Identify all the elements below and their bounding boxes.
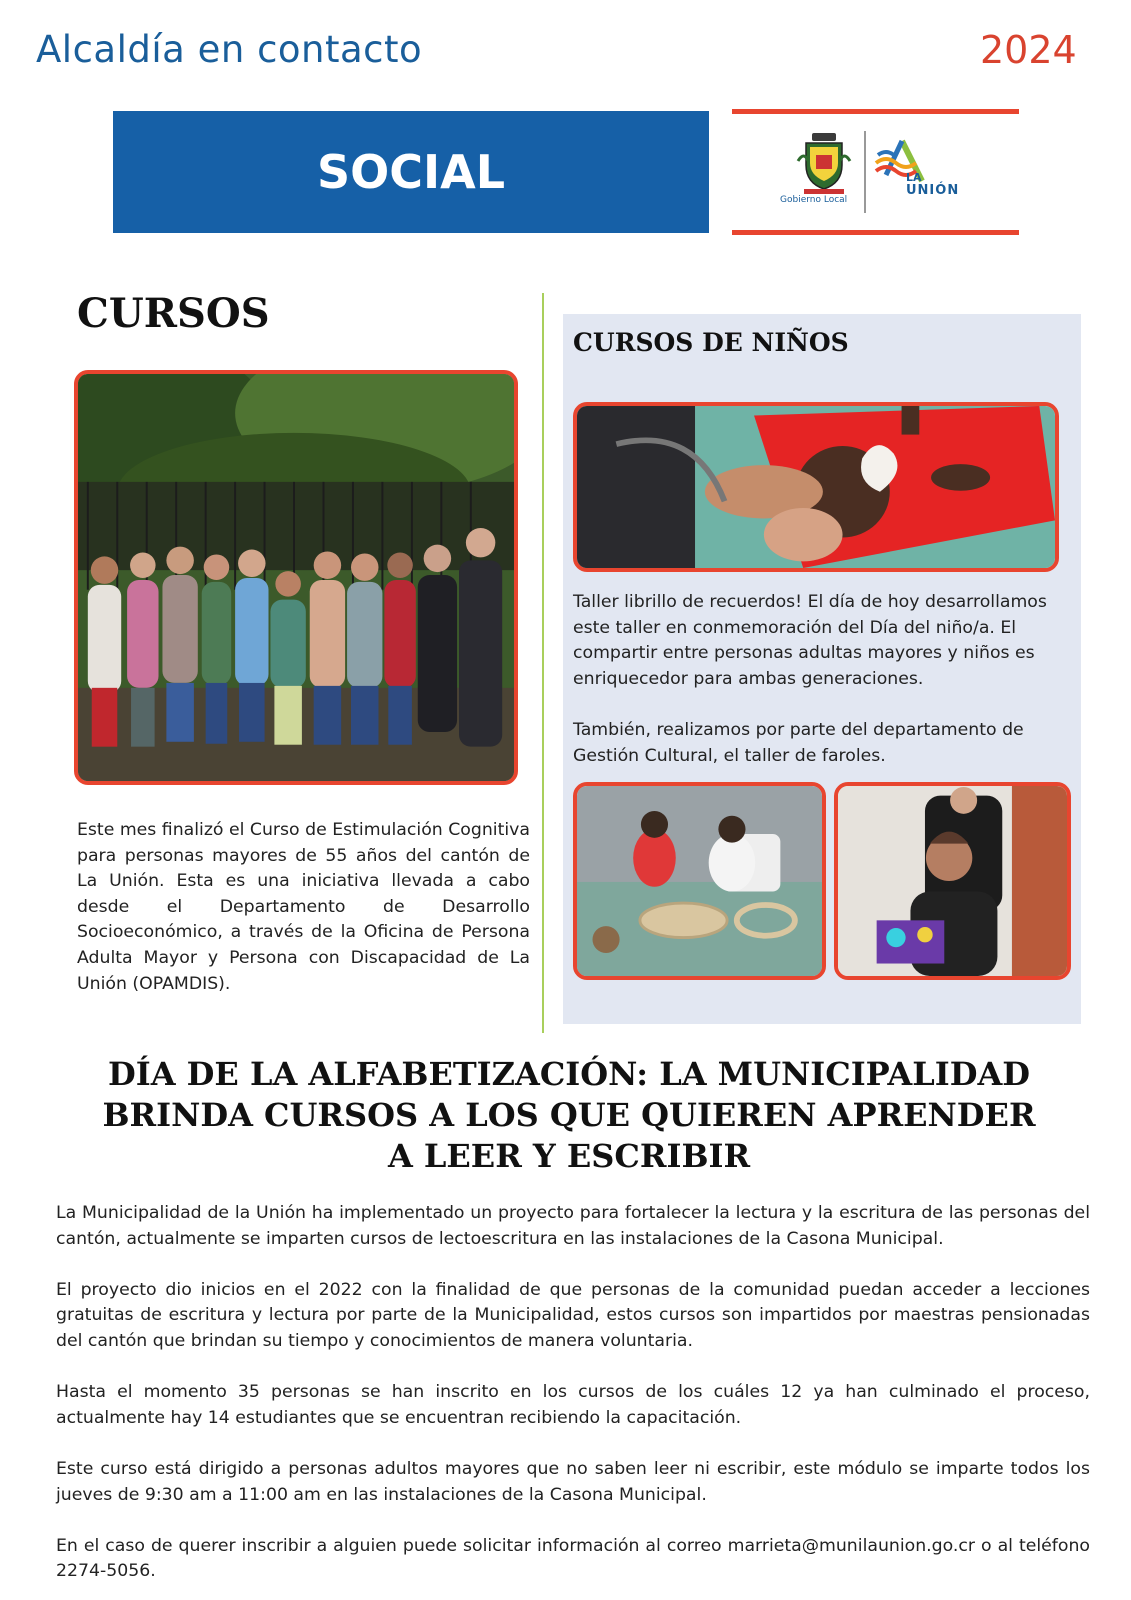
coat-of-arms-icon	[794, 131, 854, 201]
alfabetizacion-paragraph: La Municipalidad de la Unión ha implementado un proyecto para fortalecer la lectura y la escritura de las personas del cantón, actualmente se imparten cursos de lectoescritura en las instalaciones de la Casona Municipal.	[56, 1203, 1090, 1249]
group-photo	[74, 370, 518, 785]
faroles-photo	[573, 782, 826, 980]
alfabetizacion-paragraph: El proyecto dio inicios en el 2022 con la finalidad de que personas de la comunidad puedan acceder a lecciones gratuitas de escritura y lectura por parte de la Municipalidad, estos cursos son impartidos por maestras pensionadas del cantón que brindan su tiempo y conocimientos de manera voluntaria.	[56, 1279, 1090, 1351]
cursos-body: Este mes finalizó el Curso de Estimulación Cognitiva para personas mayores de 55 años del cantón de La Unión. Esta es una iniciativa llevada a cabo desde el Departamento de Desarrollo Socioeconómico, a través de la Oficina de Persona Adulta Mayor y Persona con Discapacidad de La Unión (OPAMDIS).	[77, 820, 530, 994]
ninos-heading: CURSOS DE NIÑOS	[573, 328, 849, 357]
la-union-name: UNIÓN	[906, 183, 960, 198]
alfabetizacion-paragraph: En el caso de querer inscribir a alguien puede solicitar información al correo marrieta@munilaunion.go.cr o al teléfono 2274-5056.	[56, 1535, 1090, 1582]
ninos-text	[573, 590, 1063, 769]
logo-block	[732, 109, 1019, 235]
alfabetizacion-paragraph: Hasta el momento 35 personas se han inscrito en los cursos de los cuáles 12 ya han culminado el proceso, actualmente hay 14 estudiantes que se encuentran recibiendo la capacitación.	[56, 1382, 1090, 1428]
ninos-paragraph-2: También, realizamos por parte del departamento de Gestión Cultural, el taller de faroles.	[573, 719, 1024, 766]
publication-year: 2024	[980, 28, 1077, 72]
column-divider	[542, 293, 544, 1033]
gobierno-local-caption: Gobierno Local	[780, 195, 848, 205]
alfabetizacion-body	[56, 1201, 1090, 1585]
alfabetizacion-paragraph: Este curso está dirigido a personas adultos mayores que no saben leer ni escribir, este módulo se imparte todos los jueves de 9:30 am a 11:00 am en las instalaciones de la Casona Municipal.	[56, 1458, 1090, 1505]
craft-photo	[573, 402, 1059, 572]
alfabetizacion-heading: DÍA DE LA ALFABETIZACIÓN: LA MUNICIPALIDAD BRINDA CURSOS A LOS QUE QUIEREN APRENDER A LEER Y ESCRIBIR	[102, 1055, 1036, 1175]
ninos-paragraph-1: Taller librillo de recuerdos! El día de hoy desarrollamos este taller en conmemoración del Día del niño/a. El compartir entre personas adultas mayores y niños es enriquecedor para ambas generaciones.	[573, 592, 1047, 689]
la-union-logo-icon	[874, 137, 934, 187]
publication-title: Alcaldía en contacto	[36, 28, 423, 71]
elder-photo	[834, 782, 1071, 980]
section-banner-label: SOCIAL	[316, 145, 506, 199]
la-union-small-label: LA	[906, 171, 922, 184]
cursos-heading: CURSOS	[77, 290, 270, 337]
section-banner	[113, 111, 709, 233]
